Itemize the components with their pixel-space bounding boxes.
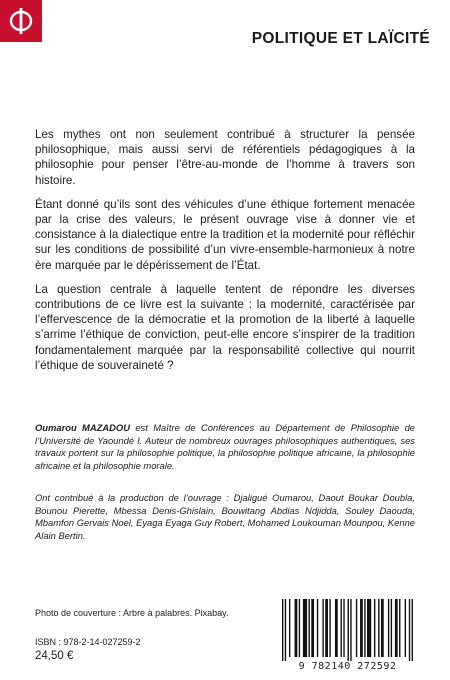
book-title: POLITIQUE ET LAÏCITÉ: [251, 30, 430, 47]
isbn: ISBN : 978-2-14-027259-2: [35, 637, 141, 647]
barcode-bar: [341, 599, 342, 657]
barcode-bar: [289, 599, 290, 657]
barcode-bar: [360, 599, 363, 657]
author-bio: [35, 422, 415, 472]
barcode-bar: [374, 599, 375, 657]
phi-logo-icon: [8, 6, 34, 36]
author-bio-text: est Maître de Conférences au Département de Philosophie de l’Université de Yaoundé I. Auteur de nombreux ouvrages philosophiques authentiques, ses travaux portent sur la philosophie politique, la philosophie politique africaine, la philosophie africaine et la philosophie morale.: [35, 422, 415, 471]
barcode-bar: [282, 599, 283, 661]
publisher-logo: [0, 0, 42, 42]
barcode-bar: [285, 599, 286, 661]
barcode-bar: [299, 599, 300, 657]
barcode-bar: [308, 599, 309, 657]
barcode-bar: [378, 599, 379, 657]
barcode-bar: [391, 599, 392, 657]
summary-paragraph-2: Étant donné qu’ils sont des véhicules d’une éthique fortement menacée par la crise des valeurs, le présent ouvrage vise à donner vie et consistance à la dialectique entre la tradition et la modernité pour réfléchir sur les conditions de possibilité d’un vivre-ensemble-harmonieux à notre ère marquée par le dépérissement de l’État.: [35, 197, 415, 272]
summary-paragraph-1: Les mythes ont non seulement contribué à structurer la pensée philosophique, mais aussi servi de référentiels pédagogiques à la philosophie pour penser l’être-au-monde de l’homme à travers son histoire.: [35, 128, 415, 187]
barcode-bar: [350, 599, 351, 661]
barcode-bar: [405, 599, 406, 657]
barcode-bar: [348, 599, 349, 661]
barcode-bar: [317, 599, 318, 657]
barcode-bar: [409, 599, 410, 661]
ean13-barcode-icon: [270, 597, 425, 661]
barcode-bar: [343, 599, 344, 657]
barcode-bar: [356, 599, 357, 657]
barcode-bar: [364, 599, 365, 657]
contributors-list: Ont contribué à la production de l’ouvrage : Djaligué Oumarou, Daout Boukar Doubla, Bounou Pierette, Mbessa Denis-Ghislain, Bouwitang Abdias Ndjidda, Souley Daouda, Mbamfon Gervais Noel, Eyaga Eyaga Guy Robert, Mohamed Loukouman Mounpou, Kenne Alain Bertin.: [35, 492, 415, 541]
author-name: Oumarou MAZADOU: [35, 422, 130, 433]
barcode-bar: [399, 599, 400, 657]
barcode-bar: [412, 599, 413, 661]
barcode-bar: [295, 599, 298, 657]
barcode-bar: [322, 599, 323, 657]
barcode-bar: [311, 599, 314, 657]
summary-text: [35, 127, 415, 382]
barcode-bar: [388, 599, 389, 657]
photo-credit: Photo de couverture : Arbre à palabres. Pixabay.: [35, 608, 229, 618]
barcode-digits: 9 782140 272592: [298, 661, 397, 672]
barcode-bar: [303, 599, 307, 657]
barcode-bar: [325, 599, 328, 657]
price: 24,50 €: [35, 650, 74, 662]
barcode-bar: [367, 599, 371, 657]
barcode-bar: [335, 599, 338, 657]
barcode-bar: [395, 599, 398, 657]
summary-paragraph-3: La question centrale à laquelle tentent de répondre les diverses contributions de ce livre est la suivante : la modernité, caractérisée par l’effervescence de la démocratie et la promotion de la liberté à laquelle s’arrime l’éthique de conviction, peut-elle encore s’inspirer de la tradition fondamentalement marquée par la responsabilité collective qui nourrit l’éthique de souveraineté ?: [35, 282, 415, 372]
barcode: [270, 597, 425, 677]
barcode-bar: [329, 599, 330, 657]
barcode-bar: [381, 599, 384, 657]
